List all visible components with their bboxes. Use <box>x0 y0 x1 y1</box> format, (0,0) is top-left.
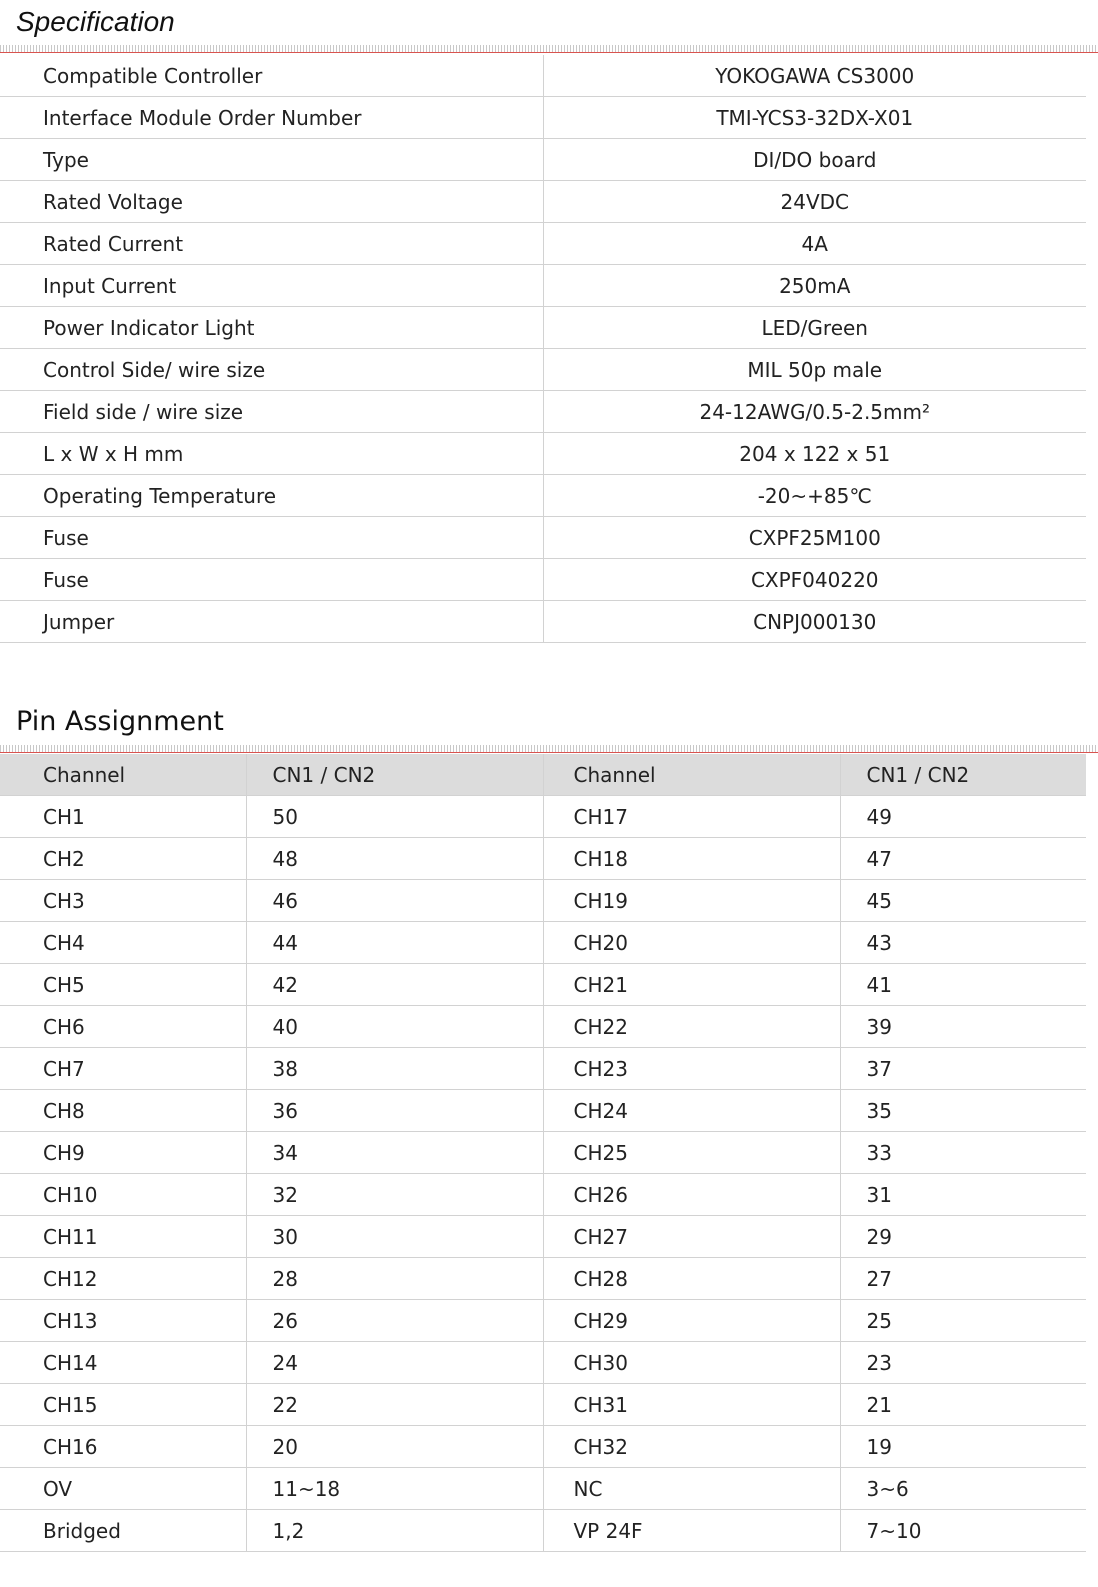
channel-right: CH22 <box>543 1006 840 1048</box>
specification-divider <box>0 45 1098 53</box>
pin-row <box>0 1258 1086 1300</box>
pin-right: 19 <box>840 1426 1086 1468</box>
pin-right: 29 <box>840 1216 1086 1258</box>
spec-value: CNPJ000130 <box>543 601 1086 643</box>
pin-row <box>0 796 1086 838</box>
spec-value: YOKOGAWA CS3000 <box>543 55 1086 97</box>
spec-row <box>0 181 1086 223</box>
pin-right: 7~10 <box>840 1510 1086 1552</box>
spec-row <box>0 517 1086 559</box>
pin-left: 30 <box>246 1216 543 1258</box>
pin-left: 46 <box>246 880 543 922</box>
channel-left: CH9 <box>0 1132 246 1174</box>
pin-row <box>0 1090 1086 1132</box>
channel-left: CH4 <box>0 922 246 964</box>
pin-left: 42 <box>246 964 543 1006</box>
spec-label: Operating Temperature <box>0 475 543 517</box>
channel-right: CH30 <box>543 1342 840 1384</box>
header-pin-right: CN1 / CN2 <box>840 754 1086 796</box>
pin-left: 38 <box>246 1048 543 1090</box>
channel-left: CH10 <box>0 1174 246 1216</box>
channel-right: CH24 <box>543 1090 840 1132</box>
spec-row <box>0 433 1086 475</box>
spec-value: MIL 50p male <box>543 349 1086 391</box>
spec-label: Fuse <box>0 559 543 601</box>
pin-right: 25 <box>840 1300 1086 1342</box>
spec-row <box>0 139 1086 181</box>
pin-right: 43 <box>840 922 1086 964</box>
spec-label: L x W x H mm <box>0 433 543 475</box>
spec-value: TMI-YCS3-32DX-X01 <box>543 97 1086 139</box>
spec-label: Input Current <box>0 265 543 307</box>
spec-value: -20~+85℃ <box>543 475 1086 517</box>
spec-row <box>0 307 1086 349</box>
pin-left: 20 <box>246 1426 543 1468</box>
pin-row <box>0 1132 1086 1174</box>
spec-value: CXPF25M100 <box>543 517 1086 559</box>
spec-row <box>0 601 1086 643</box>
spec-label: Interface Module Order Number <box>0 97 543 139</box>
pin-left: 40 <box>246 1006 543 1048</box>
spec-label: Rated Voltage <box>0 181 543 223</box>
specification-table <box>0 55 1086 643</box>
spec-label: Rated Current <box>0 223 543 265</box>
channel-left: CH3 <box>0 880 246 922</box>
spec-row <box>0 559 1086 601</box>
spec-row <box>0 349 1086 391</box>
channel-right: CH25 <box>543 1132 840 1174</box>
pin-right: 35 <box>840 1090 1086 1132</box>
pin-row <box>0 1048 1086 1090</box>
pin-left: 24 <box>246 1342 543 1384</box>
spec-row <box>0 475 1086 517</box>
channel-right: CH17 <box>543 796 840 838</box>
spec-value: 4A <box>543 223 1086 265</box>
pin-left: 50 <box>246 796 543 838</box>
specification-title: Specification <box>16 6 175 37</box>
spec-label: Type <box>0 139 543 181</box>
pin-row <box>0 1384 1086 1426</box>
channel-left: CH12 <box>0 1258 246 1300</box>
spec-value: 24VDC <box>543 181 1086 223</box>
pin-right: 3~6 <box>840 1468 1086 1510</box>
spec-row <box>0 223 1086 265</box>
channel-left: OV <box>0 1468 246 1510</box>
channel-left: CH2 <box>0 838 246 880</box>
pin-right: 47 <box>840 838 1086 880</box>
spec-value: 24-12AWG/0.5-2.5mm² <box>543 391 1086 433</box>
pin-row <box>0 1468 1086 1510</box>
pin-right: 41 <box>840 964 1086 1006</box>
spec-label: Field side / wire size <box>0 391 543 433</box>
channel-right: CH20 <box>543 922 840 964</box>
channel-left: CH7 <box>0 1048 246 1090</box>
spec-value: 204 x 122 x 51 <box>543 433 1086 475</box>
channel-right: CH18 <box>543 838 840 880</box>
channel-left: CH13 <box>0 1300 246 1342</box>
pin-right: 21 <box>840 1384 1086 1426</box>
pin-row <box>0 1342 1086 1384</box>
pin-left: 34 <box>246 1132 543 1174</box>
pin-row <box>0 1216 1086 1258</box>
pin-assignment-table <box>0 754 1086 1552</box>
pin-assignment-title: Pin Assignment <box>16 706 224 737</box>
spec-value: CXPF040220 <box>543 559 1086 601</box>
channel-left: CH16 <box>0 1426 246 1468</box>
pin-row <box>0 1300 1086 1342</box>
channel-right: CH28 <box>543 1258 840 1300</box>
pin-row <box>0 922 1086 964</box>
pin-right: 31 <box>840 1174 1086 1216</box>
header-pin-left: CN1 / CN2 <box>246 754 543 796</box>
channel-right: CH19 <box>543 880 840 922</box>
spec-label: Jumper <box>0 601 543 643</box>
pin-row <box>0 1006 1086 1048</box>
header-channel-left: Channel <box>0 754 246 796</box>
spec-label: Compatible Controller <box>0 55 543 97</box>
channel-right: VP 24F <box>543 1510 840 1552</box>
pin-right: 39 <box>840 1006 1086 1048</box>
pin-row <box>0 1426 1086 1468</box>
channel-left: CH8 <box>0 1090 246 1132</box>
pin-left: 11~18 <box>246 1468 543 1510</box>
channel-left: CH11 <box>0 1216 246 1258</box>
channel-right: CH29 <box>543 1300 840 1342</box>
channel-left: CH15 <box>0 1384 246 1426</box>
pin-right: 49 <box>840 796 1086 838</box>
spec-value: 250mA <box>543 265 1086 307</box>
channel-right: CH26 <box>543 1174 840 1216</box>
spec-value: LED/Green <box>543 307 1086 349</box>
pin-header-row <box>0 754 1086 796</box>
channel-left: CH6 <box>0 1006 246 1048</box>
channel-right: CH31 <box>543 1384 840 1426</box>
pin-right: 45 <box>840 880 1086 922</box>
pin-row <box>0 1174 1086 1216</box>
pin-row <box>0 880 1086 922</box>
spec-label: Power Indicator Light <box>0 307 543 349</box>
pin-left: 44 <box>246 922 543 964</box>
pin-right: 23 <box>840 1342 1086 1384</box>
spec-label: Fuse <box>0 517 543 559</box>
pin-left: 28 <box>246 1258 543 1300</box>
pin-row <box>0 964 1086 1006</box>
channel-left: CH1 <box>0 796 246 838</box>
spec-row <box>0 391 1086 433</box>
spec-label: Control Side/ wire size <box>0 349 543 391</box>
pin-assignment-divider <box>0 745 1098 753</box>
pin-right: 37 <box>840 1048 1086 1090</box>
channel-right: CH23 <box>543 1048 840 1090</box>
spec-row <box>0 55 1086 97</box>
channel-left: Bridged <box>0 1510 246 1552</box>
pin-row <box>0 1510 1086 1552</box>
pin-row <box>0 838 1086 880</box>
channel-right: CH32 <box>543 1426 840 1468</box>
header-channel-right: Channel <box>543 754 840 796</box>
pin-left: 26 <box>246 1300 543 1342</box>
pin-right: 27 <box>840 1258 1086 1300</box>
spec-row <box>0 97 1086 139</box>
channel-left: CH5 <box>0 964 246 1006</box>
pin-left: 36 <box>246 1090 543 1132</box>
channel-right: CH27 <box>543 1216 840 1258</box>
spec-value: DI/DO board <box>543 139 1086 181</box>
pin-left: 22 <box>246 1384 543 1426</box>
channel-left: CH14 <box>0 1342 246 1384</box>
pin-left: 1,2 <box>246 1510 543 1552</box>
pin-right: 33 <box>840 1132 1086 1174</box>
spec-row <box>0 265 1086 307</box>
channel-right: NC <box>543 1468 840 1510</box>
pin-left: 32 <box>246 1174 543 1216</box>
channel-right: CH21 <box>543 964 840 1006</box>
pin-left: 48 <box>246 838 543 880</box>
